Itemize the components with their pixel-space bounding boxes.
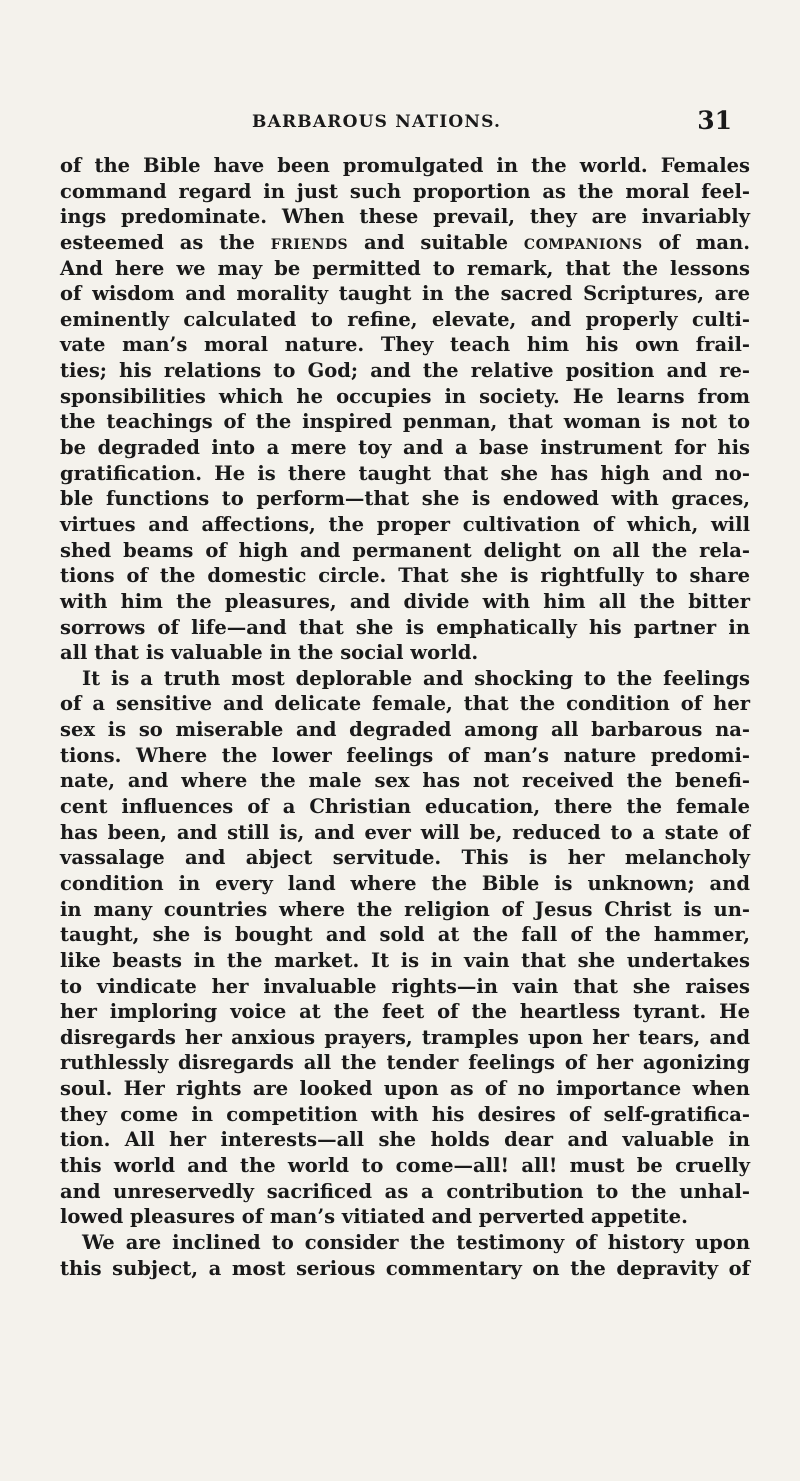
text-line: condition in every land where the Bible is unknown; and: [60, 871, 750, 895]
text-line: be degraded into a mere toy and a base instrument for his: [60, 436, 750, 460]
text-line: they come in competition with his desires of self-gratifica-: [60, 1102, 750, 1126]
text-line: this world and the world to come—all! all! must be cruelly: [60, 1153, 750, 1177]
text-line: of wisdom and morality taught in the sacred Scriptures, are: [60, 282, 750, 306]
text-line: And here we may be permitted to remark, that the lessons: [60, 256, 750, 280]
text-line: ings predominate. When these prevail, they are invariably: [60, 205, 750, 229]
text-line: the teachings of the inspired penman, that woman is not to: [60, 410, 750, 434]
text-line: ties; his relations to God; and the relative position and re-: [60, 359, 750, 383]
text-line: of a sensitive and delicate female, that the condition of her: [60, 692, 750, 716]
text-line: disregards her anxious prayers, tramples upon her tears, and: [60, 1025, 750, 1049]
text-line: ruthlessly disregards all the tender feelings of her agonizing: [60, 1051, 750, 1075]
text-line: virtues and affections, the proper cultivation of which, will: [60, 512, 750, 536]
running-title: BARBAROUS NATIONS.: [252, 112, 502, 132]
small-caps-term: friends: [270, 230, 349, 254]
text-line: sex is so miserable and degraded among all barbarous na-: [60, 718, 750, 742]
text-line: lowed pleasures of man’s vitiated and perverted appetite.: [60, 1205, 688, 1229]
text-line: tions. Where the lower feelings of man’s nature predomi-: [60, 743, 750, 767]
text-line: and unreservedly sacrificed as a contribution to the unhal-: [60, 1179, 750, 1203]
text-line: soul. Her rights are looked upon as of no importance when: [60, 1077, 750, 1101]
text-line: with him the pleasures, and divide with him all the bitter: [60, 589, 750, 613]
text-line: sponsibilities which he occupies in society. He learns from: [60, 384, 750, 408]
text-line: It is a truth most deplorable and shocking to the feelings: [82, 666, 750, 690]
text-line: like beasts in the market. It is in vain that she undertakes: [60, 948, 750, 972]
text-segment: and suitable: [348, 230, 524, 254]
text-line: shed beams of high and permanent delight on all the rela-: [60, 538, 750, 562]
text-line: vate man’s moral nature. They teach him his own frail-: [60, 333, 750, 357]
text-segment: of man.: [642, 230, 750, 254]
text-line: We are inclined to consider the testimony of history upon: [82, 1230, 750, 1254]
text-line: [60, 230, 750, 256]
text-line: taught, she is bought and sold at the fall of the hammer,: [60, 923, 750, 947]
text-line: nate, and where the male sex has not received the benefi-: [60, 769, 750, 793]
page-number: 31: [697, 106, 732, 135]
text-line: of the Bible have been promulgated in the world. Females: [60, 154, 750, 177]
text-line: cent influences of a Christian education, there the female: [60, 795, 750, 819]
text-line: eminently calculated to refine, elevate, and properly culti-: [60, 307, 750, 331]
text-line: tions of the domestic circle. That she is rightfully to share: [60, 564, 750, 588]
running-head: [252, 106, 732, 140]
text-line: to vindicate her invaluable rights—in vain that she raises: [60, 974, 750, 998]
text-line: gratification. He is there taught that she has high and no-: [60, 461, 750, 485]
text-line: has been, and still is, and ever will be, reduced to a state of: [60, 820, 750, 844]
text-segment: esteemed as the: [60, 230, 271, 254]
text-line: her imploring voice at the feet of the heartless tyrant. He: [60, 1000, 750, 1024]
text-line: this subject, a most serious commentary on the depravity of: [60, 1256, 750, 1280]
text-line: command regard in just such proportion as the moral feel-: [60, 179, 750, 203]
text-line: tion. All her interests—all she holds dear and valuable in: [60, 1128, 750, 1152]
body-text: [60, 153, 750, 1281]
text-line: in many countries where the religion of Jesus Christ is un-: [60, 897, 750, 921]
text-line: all that is valuable in the social world.: [60, 641, 479, 665]
text-line: sorrows of life—and that she is emphatically his partner in: [60, 615, 750, 639]
text-line: ble functions to perform—that she is endowed with graces,: [60, 487, 750, 511]
text-line: vassalage and abject servitude. This is her melancholy: [60, 846, 750, 870]
small-caps-term: companions: [523, 230, 643, 254]
